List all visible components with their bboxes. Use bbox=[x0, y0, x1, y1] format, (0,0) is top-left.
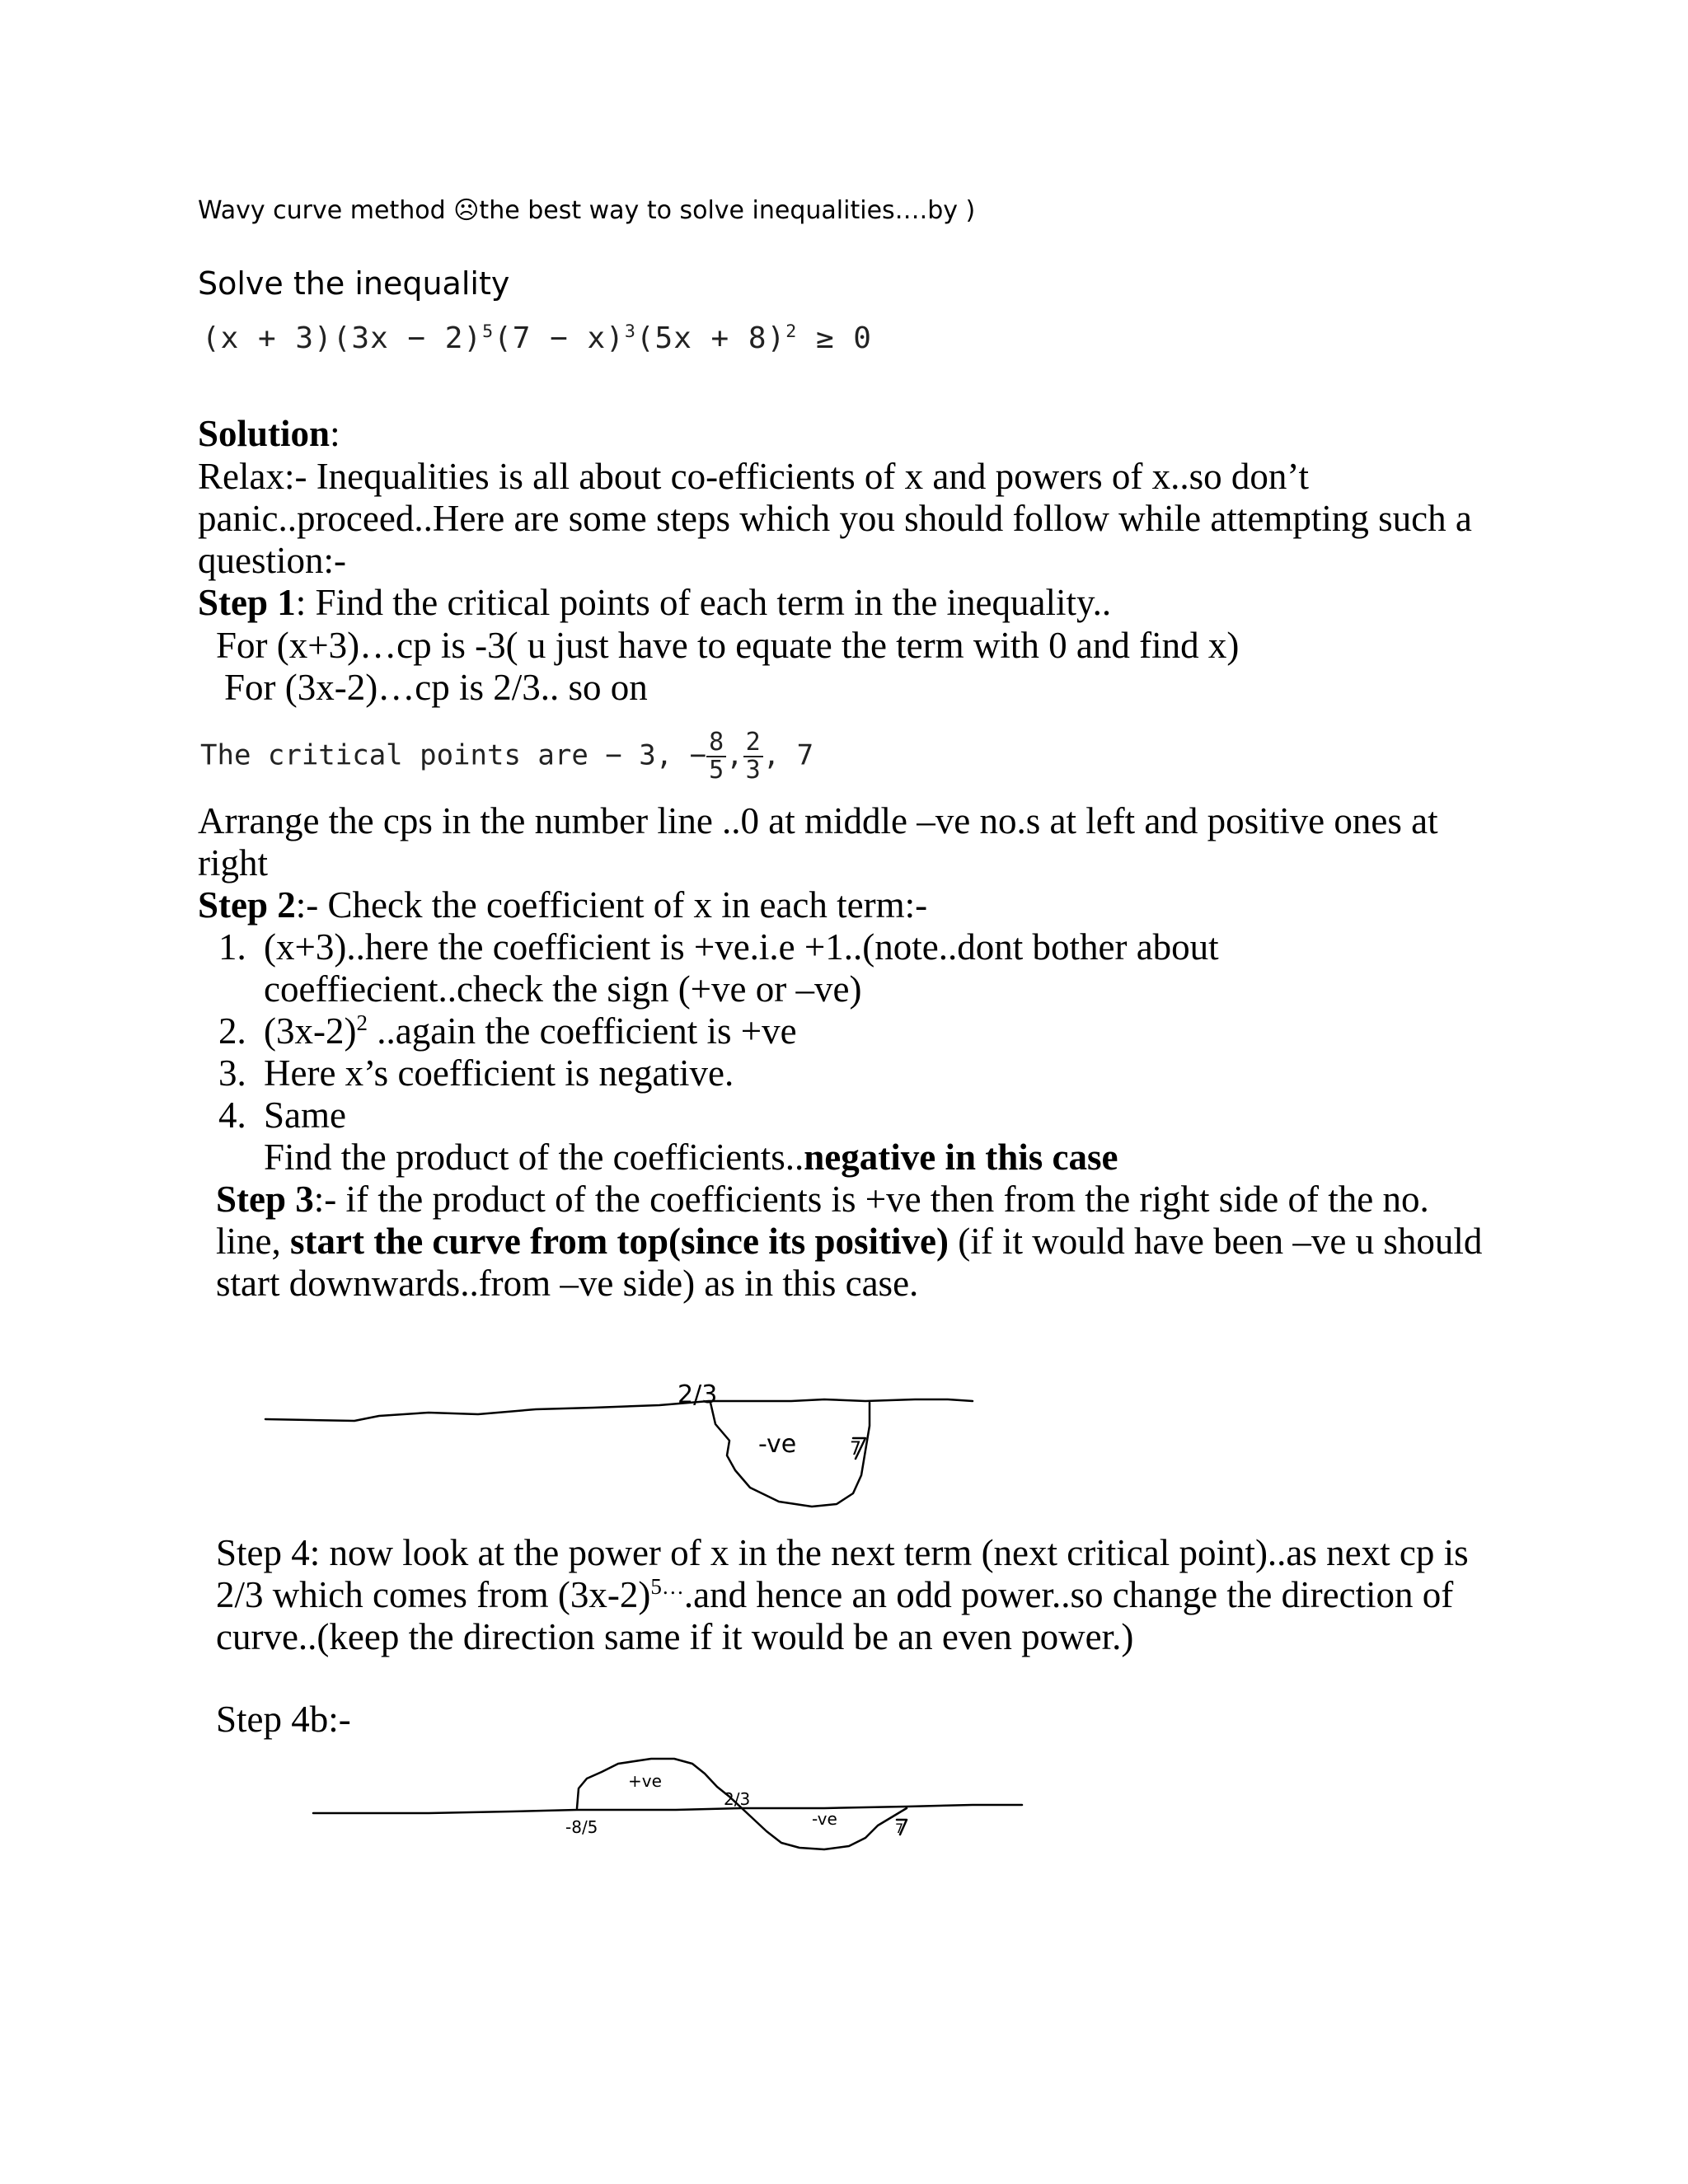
solution-heading bbox=[198, 412, 340, 455]
diagram2-label-neg: -ve bbox=[812, 1809, 837, 1829]
step2-item-1-num: 1. bbox=[218, 926, 246, 968]
step2-item-3-num: 3. bbox=[218, 1052, 246, 1094]
step3-line-1 bbox=[216, 1178, 1429, 1221]
step3-line1-text: :- if the product of the coefficients is +ve then from the right side of the no. bbox=[313, 1179, 1429, 1220]
step4-line-3: curve..(keep the direction same if it would be an even power.) bbox=[216, 1616, 1134, 1657]
cp-suffix: , 7 bbox=[762, 738, 814, 772]
relax-line-2: panic..proceed..Here are some steps which you should follow while attempting such a bbox=[198, 498, 1472, 539]
step2-item-3-text: Here x’s coefficient is negative. bbox=[264, 1052, 734, 1094]
step2-item-2-sup: 2 bbox=[356, 1010, 368, 1035]
step4-line2-pre: 2/3 which comes from (3x-2) bbox=[216, 1574, 651, 1615]
formula-exp-1: 5 bbox=[482, 321, 495, 342]
step4-line2-post: .and hence an odd power..so change the direction of bbox=[683, 1574, 1454, 1615]
diagram2-curve bbox=[577, 1759, 907, 1849]
cp-sep: , bbox=[726, 738, 743, 772]
step1-label: Step 1 bbox=[198, 582, 296, 623]
diagram1-number-line bbox=[265, 1399, 973, 1421]
cp-frac2-num: 2 bbox=[743, 729, 763, 757]
step2-text: :- Check the coefficient of x in each term:- bbox=[295, 884, 928, 926]
arrange-line-2: right bbox=[198, 842, 268, 883]
step3-label: Step 3 bbox=[216, 1179, 314, 1220]
step4b-label: Step 4b:- bbox=[216, 1699, 351, 1740]
step3-line2-pre: line, bbox=[216, 1221, 290, 1262]
step2-item-4-num: 4. bbox=[218, 1094, 246, 1136]
step3-line-3: start downwards..from –ve side) as in this case. bbox=[216, 1263, 919, 1304]
step1-text: : Find the critical points of each term in the inequality.. bbox=[295, 582, 1112, 623]
problem-title: Solve the inequality bbox=[198, 265, 510, 302]
formula-part-1: (x + 3)(3x − 2) bbox=[202, 321, 483, 355]
document-header: Wavy curve method ☹the best way to solve inequalities….by ) bbox=[198, 196, 976, 225]
diagram2-label-pos: +ve bbox=[628, 1771, 662, 1791]
diagram1-label-end: 7 bbox=[850, 1439, 861, 1460]
step2-label: Step 2 bbox=[198, 884, 296, 926]
cp-fraction-2-3 bbox=[743, 729, 763, 784]
cp-fraction-8-5 bbox=[706, 729, 726, 784]
step2-item-4 bbox=[218, 1094, 346, 1137]
diagram2-seven-mark bbox=[897, 1820, 907, 1835]
diagram1-seven-mark bbox=[853, 1438, 865, 1459]
formula-exp-3: 2 bbox=[785, 321, 798, 342]
formula-part-3: (5x + 8) bbox=[635, 321, 786, 355]
diagram1-label-cp: 2/3 bbox=[678, 1380, 718, 1409]
step3-line2-post: (if it would have been –ve u should bbox=[948, 1221, 1483, 1262]
critical-points-line bbox=[200, 729, 814, 784]
step4-line-1: Step 4: now look at the power of x in the next term (next critical point)..as next cp is bbox=[216, 1532, 1469, 1573]
cp-frac1-num: 8 bbox=[706, 729, 726, 757]
step4-line-2 bbox=[216, 1573, 1453, 1616]
diagram2-label-cp2: 2/3 bbox=[724, 1789, 751, 1809]
step2-item-1-cont: coeffiecient..check the sign (+ve or –ve) bbox=[264, 968, 862, 1010]
relax-line-1: Relax:- Inequalities is all about co-efficients of x and powers of x..so don’t bbox=[198, 456, 1310, 497]
step2-item-2-num: 2. bbox=[218, 1010, 246, 1052]
diagram1-label-sign: -ve bbox=[758, 1430, 797, 1459]
diagram1-curve bbox=[710, 1403, 870, 1507]
formula-exp-2: 3 bbox=[624, 321, 636, 342]
step1-line-3: For (3x-2)…cp is 2/3.. so on bbox=[224, 667, 648, 708]
step2-product-pre: Find the product of the coefficients.. bbox=[264, 1137, 804, 1178]
solution-label: Solution bbox=[198, 413, 331, 454]
step2-item-2-text: ..again the coefficient is +ve bbox=[367, 1010, 797, 1052]
arrange-line-1: Arrange the cps in the number line ..0 at middle –ve no.s at left and positive ones at bbox=[198, 800, 1438, 841]
cp-frac1-den: 5 bbox=[709, 756, 724, 785]
step2-product bbox=[264, 1136, 1118, 1179]
diagram2-label-end: 7 bbox=[895, 1821, 904, 1836]
formula-part-4: ≥ 0 bbox=[797, 321, 872, 355]
step2-item-3 bbox=[218, 1052, 734, 1094]
step2-product-bold: negative in this case bbox=[804, 1137, 1118, 1178]
step3-line-2 bbox=[216, 1220, 1482, 1263]
step4-line2-sup: 5… bbox=[650, 1574, 684, 1599]
step1-line-2: For (x+3)…cp is -3( u just have to equate the term with 0 and find x) bbox=[216, 625, 1240, 666]
inequality-formula bbox=[202, 321, 872, 355]
step3-line2-bold: start the curve from top(since its positive) bbox=[289, 1221, 949, 1262]
cp-prefix: The critical points are − 3, − bbox=[200, 738, 707, 772]
step2-item-4-text: Same bbox=[264, 1094, 346, 1136]
step2-item-1 bbox=[218, 926, 1219, 968]
relax-line-3: question:- bbox=[198, 540, 346, 581]
solution-colon: : bbox=[330, 413, 340, 454]
diagram2-label-cp1: -8/5 bbox=[565, 1817, 598, 1837]
step2-line bbox=[198, 883, 927, 926]
formula-part-2: (7 − x) bbox=[494, 321, 625, 355]
diagram2-number-line bbox=[313, 1805, 1022, 1813]
cp-frac2-den: 3 bbox=[745, 756, 761, 785]
step2-item-2-pre: (3x-2) bbox=[264, 1010, 357, 1052]
step2-item-2 bbox=[218, 1010, 797, 1052]
step2-item-1-text: (x+3)..here the coefficient is +ve.i.e +1..(note..dont bother about bbox=[264, 926, 1219, 968]
step1-line bbox=[198, 581, 1111, 624]
